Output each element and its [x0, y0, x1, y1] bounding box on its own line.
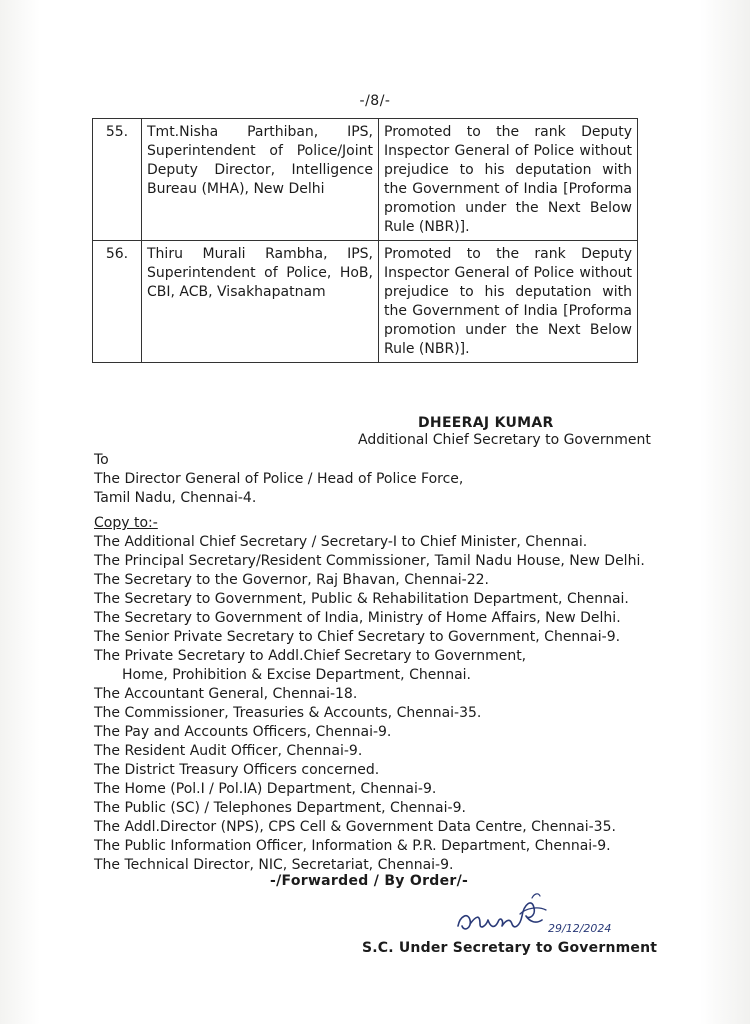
officer-line: New Delhi [253, 181, 325, 197]
order-line: Below Rule (NBR)]. [384, 200, 632, 235]
copy-recipient: The Pay and Accounts Officers, Chennai-9. [94, 724, 392, 740]
order-line: Inspector General of Police [384, 143, 575, 159]
order-line: Below Rule (NBR)]. [384, 322, 632, 357]
copy-to-heading: Copy to:- [94, 515, 158, 531]
copy-recipient: The Additional Chief Secretary / Secretary-I to Chief Minister, Chennai. [94, 534, 588, 550]
to-line: The Director General of Police / Head of Police Force, [94, 471, 464, 487]
signatory-name: DHEERAJ KUMAR [418, 415, 554, 431]
officer-line: HoB, CBI, ACB, [147, 265, 373, 300]
handwritten-signature [450, 886, 612, 946]
order-details [379, 119, 638, 241]
under-secretary: S.C. Under Secretary to Government [362, 940, 658, 956]
page-number: -/8/- [359, 93, 391, 109]
copy-recipient: The Secretary to the Governor, Raj Bhavan, Chennai-22. [94, 572, 489, 588]
copy-recipient: The Resident Audit Officer, Chennai-9. [94, 743, 363, 759]
copy-recipient: The Public (SC) / Telephones Department, Chennai-9. [94, 800, 466, 816]
copy-recipient: The Secretary to Government, Public & Rehabilitation Department, Chennai. [94, 591, 629, 607]
order-line: Inspector General of Police [384, 265, 575, 281]
order-line: without prejudice to his [384, 143, 633, 178]
order-line: promotion under the Next [384, 322, 581, 338]
officer-line: Tmt.Nisha Parthiban, IPS, [147, 124, 373, 140]
to-address [94, 451, 463, 508]
officer-line: Police/Joint Deputy Director, [147, 143, 373, 178]
order-line: Promoted to the rank Deputy [384, 124, 632, 140]
copy-recipient: The Senior Private Secretary to Chief Secretary to Government, Chennai-9. [94, 629, 621, 645]
order-line: without prejudice to his [384, 265, 633, 300]
officer-line: Superintendent of [147, 143, 283, 159]
copy-recipient: The Secretary to Government of India, Ministry of Home Affairs, New Delhi. [94, 610, 621, 626]
officer-line: Visakhapatnam [217, 284, 326, 300]
order-line: deputation with the [384, 284, 632, 319]
copy-recipient: The Private Secretary to Addl.Chief Secretary to Government, [94, 648, 527, 664]
to-line: Tamil Nadu, Chennai-4. [94, 490, 257, 506]
officer-line: Thiru Murali Rambha, IPS, [147, 246, 373, 262]
table-row [93, 119, 638, 241]
copy-recipient: The Technical Director, NIC, Secretariat, Chennai-9. [94, 857, 454, 873]
officer-details [142, 241, 379, 363]
to-label: To [94, 452, 109, 468]
order-details [379, 241, 638, 363]
copy-recipient: The Addl.Director (NPS), CPS Cell & Government Data Centre, Chennai-35. [94, 819, 616, 835]
order-line: Promoted to the rank Deputy [384, 246, 632, 262]
officer-details [142, 119, 379, 241]
forwarded-by-order: -/Forwarded / By Order/- [270, 873, 469, 889]
copy-recipient: Home, Prohibition & Excise Department, Chennai. [122, 667, 472, 683]
officer-line: Superintendent of Police, [147, 265, 332, 281]
order-line: Government of India [Proforma [412, 303, 633, 319]
copy-recipient: The Accountant General, Chennai-18. [94, 686, 358, 702]
serial-number: 56. [93, 241, 142, 363]
copy-recipient: The Commissioner, Treasuries & Accounts, Chennai-35. [94, 705, 482, 721]
officer-line: Intelligence Bureau (MHA), [147, 162, 373, 197]
promotion-table [92, 118, 638, 363]
copy-recipient: The Principal Secretary/Resident Commissioner, Tamil Nadu House, New Delhi. [94, 553, 645, 569]
copy-to-list [94, 533, 645, 875]
order-line: promotion under the Next [384, 200, 581, 216]
serial-number: 55. [93, 119, 142, 241]
signature-date: 29/12/2024 [548, 922, 612, 935]
order-line: deputation with the [384, 162, 632, 197]
copy-to-section [94, 514, 645, 875]
copy-recipient: The Home (Pol.I / Pol.IA) Department, Chennai-9. [94, 781, 437, 797]
table-row [93, 241, 638, 363]
copy-recipient: The Public Information Officer, Information & P.R. Department, Chennai-9. [94, 838, 611, 854]
order-line: Government of India [Proforma [412, 181, 633, 197]
signatory-designation: Additional Chief Secretary to Government [358, 432, 651, 448]
copy-recipient: The District Treasury Officers concerned. [94, 762, 380, 778]
